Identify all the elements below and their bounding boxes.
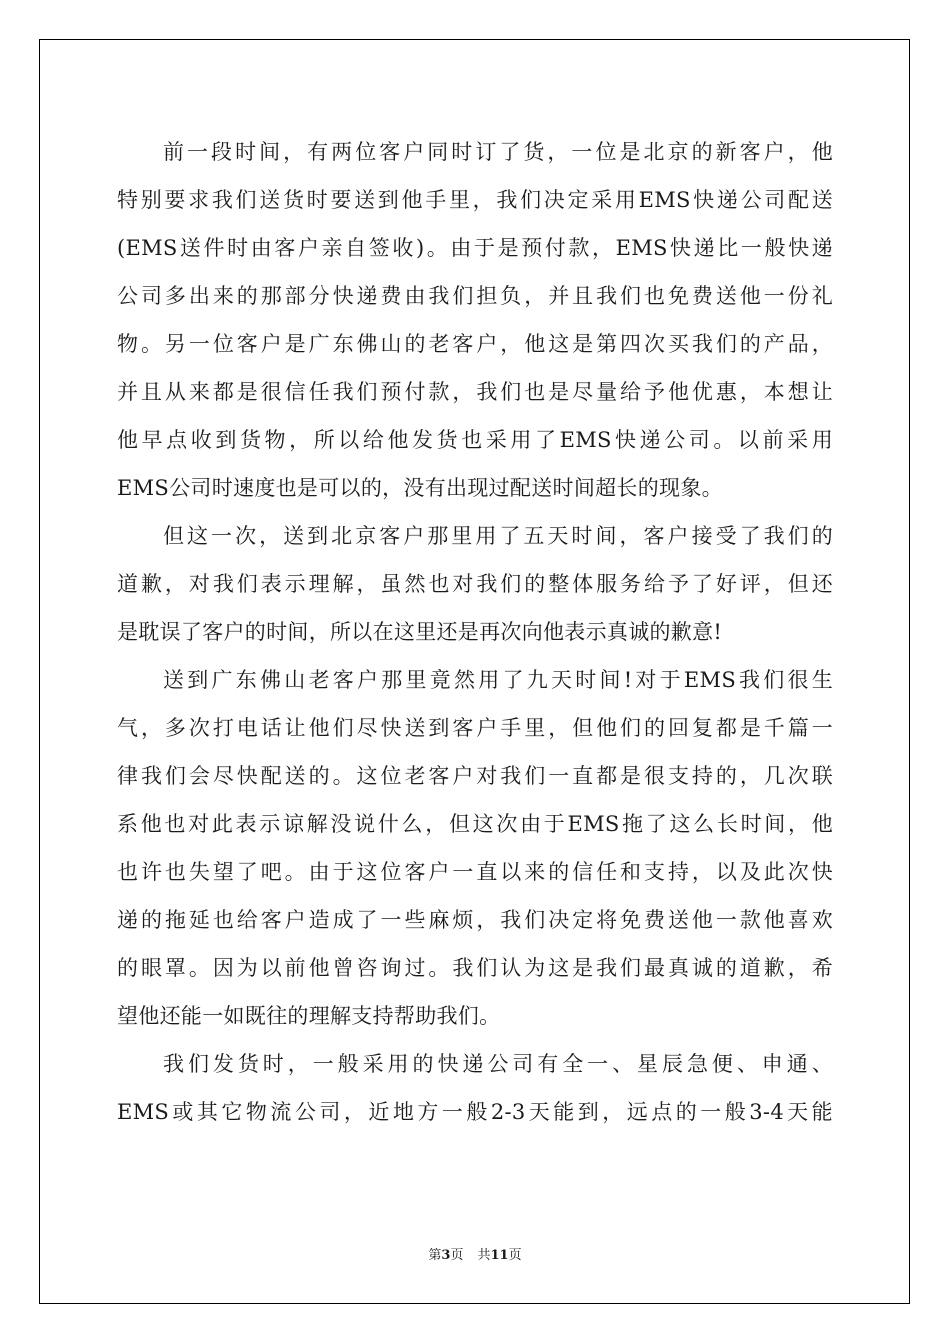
paragraph-2 — [117, 512, 833, 656]
total-suffix: 页 — [508, 1248, 522, 1263]
text-line: 系他也对此表示谅解没说什么，但这次由于EMS拖了这么长时间，他 — [117, 812, 833, 836]
text-line: 但这一次，送到北京客户那里用了五天时间，客户接受了我们的 — [163, 524, 833, 548]
text-line: 他早点收到货物，所以给他发货也采用了EMS快递公司。以前采用 — [117, 428, 833, 452]
text-line: 公司多出来的那部分快递费由我们担负，并且我们也免费送他一份礼 — [117, 284, 833, 308]
text-line: 望他还能一如既往的理解支持帮助我们。 — [117, 1004, 501, 1028]
text-line: 物。另一位客户是广东佛山的老客户，他这是第四次买我们的产品， — [117, 332, 833, 356]
text-line: 道歉，对我们表示理解，虽然也对我们的整体服务给予了好评，但还 — [117, 572, 833, 596]
text-line: 的眼罩。因为以前他曾咨询过。我们认为这是我们最真诚的道歉，希 — [117, 956, 833, 980]
paragraph-1 — [117, 128, 833, 512]
page-prefix: 第 — [428, 1248, 442, 1263]
text-line: EMS或其它物流公司，近地方一般2-3天能到，远点的一般3-4天能 — [117, 1100, 833, 1124]
document-body — [117, 128, 833, 1136]
page-number: 3 — [441, 1248, 451, 1263]
text-line: 递的拖延也给客户造成了一些麻烦，我们决定将免费送他一款他喜欢 — [117, 908, 833, 932]
paragraph-4 — [117, 1040, 833, 1136]
text-line: 并且从来都是很信任我们预付款，我们也是尽量给予他优惠，本想让 — [117, 380, 833, 404]
page-footer — [0, 1248, 950, 1264]
text-line: 前一段时间，有两位客户同时订了货，一位是北京的新客户，他 — [163, 140, 833, 164]
paragraph-3 — [117, 656, 833, 1040]
text-line: 是耽误了客户的时间，所以在这里还是再次向他表示真诚的歉意! — [117, 620, 723, 644]
page-suffix: 页 — [450, 1248, 464, 1263]
text-line: EMS公司时速度也是可以的，没有出现过配送时间超长的现象。 — [117, 476, 723, 500]
text-line: (EMS送件时由客户亲自签收)。由于是预付款，EMS快递比一般快递 — [117, 236, 833, 260]
text-line: 气，多次打电话让他们尽快送到客户手里，但他们的回复都是千篇一 — [117, 716, 833, 740]
text-line: 律我们会尽快配送的。这位老客户对我们一直都是很支持的，几次联 — [117, 764, 833, 788]
total-prefix: 共 — [477, 1248, 491, 1263]
text-line: 我们发货时，一般采用的快递公司有全一、星辰急便、申通、 — [163, 1052, 833, 1076]
total-pages: 11 — [490, 1248, 509, 1263]
text-line: 特别要求我们送货时要送到他手里，我们决定采用EMS快递公司配送 — [117, 188, 833, 212]
text-line: 送到广东佛山老客户那里竟然用了九天时间!对于EMS我们很生 — [163, 668, 833, 692]
text-line: 也许也失望了吧。由于这位客户一直以来的信任和支持，以及此次快 — [117, 860, 833, 884]
